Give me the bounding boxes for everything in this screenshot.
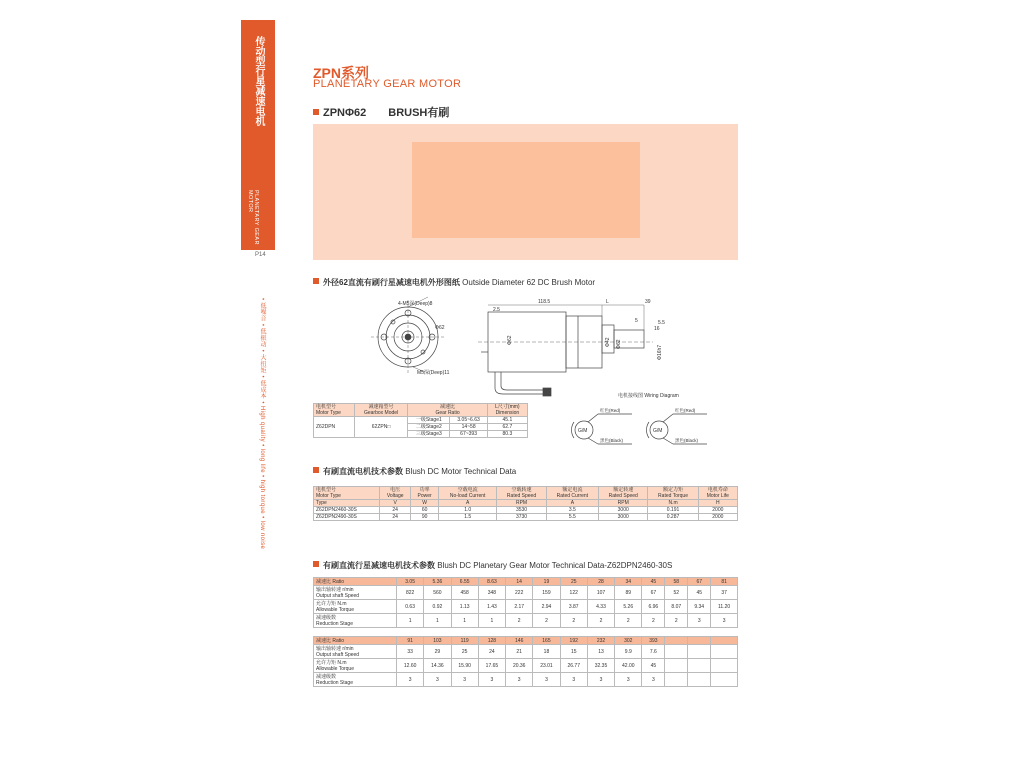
table-cell: 3.05~6.63 (450, 417, 487, 424)
row-label: 减速比 Ratio (314, 637, 397, 645)
dim-motor-cell: Z62DPN (314, 417, 355, 438)
table-cell: 45 (642, 659, 665, 673)
section-gear-cn: 有刷直流行星减速电机技术参数 (323, 561, 435, 570)
motor-col-rated-current: 额定电流 Rated Current (546, 487, 598, 500)
table-cell: 3 (587, 673, 614, 687)
section-motor-en: Blush DC Motor Technical Data (405, 467, 517, 476)
table-cell: 24 (380, 514, 411, 521)
section-gear-en: Blush DC Planetary Gear Motor Technical Data-Z62DPN2460-30S (437, 561, 673, 570)
unit-cell: V (380, 500, 411, 507)
dimension-table-header (314, 404, 528, 417)
table-row (314, 514, 738, 521)
table-cell: 3 (615, 673, 642, 687)
table-cell: 560 (424, 586, 451, 600)
table-row (314, 417, 528, 424)
label-L: L (606, 299, 609, 305)
label-16: 16 (654, 326, 660, 332)
table-cell: 45.1 (487, 417, 527, 424)
wiring-diagram-svg (562, 392, 738, 450)
spacer-cell (314, 628, 738, 637)
table-cell: 9.34 (688, 600, 711, 614)
table-cell: 60 (411, 507, 439, 514)
table-row (314, 586, 738, 600)
label-dia42: Φ42 (605, 337, 611, 347)
table-cell: 2 (615, 614, 642, 628)
table-cell (711, 659, 738, 673)
unit-cell: Type (314, 500, 380, 507)
label-dia62-c: Φ62 (616, 339, 622, 349)
table-cell: 三级Stage3 (408, 431, 450, 438)
table-row (314, 600, 738, 614)
table-cell: 80.3 (487, 431, 527, 438)
table-cell: 17.65 (478, 659, 505, 673)
label-dia16: Φ16h7 (657, 344, 663, 360)
motor-col-life: 电机寿命 Motor Life (698, 487, 737, 500)
table-cell: 3 (642, 673, 665, 687)
row-label: 减速级数 Reduction Stage (314, 673, 397, 687)
section-dimension-title (313, 277, 595, 288)
table-spacer (314, 628, 738, 637)
table-cell: 302 (615, 637, 642, 645)
section-dimension-en: Outside Diameter 62 DC Brush Motor (462, 278, 596, 287)
wiring-diagram (562, 392, 738, 450)
table-cell: 67~393 (450, 431, 487, 438)
table-cell: 32.35 (587, 659, 614, 673)
motor-col-noload-speed: 空载转速 Rated Speed (497, 487, 546, 500)
table-cell: 1.13 (451, 600, 478, 614)
unit-cell: RPM (599, 500, 648, 507)
table-cell: 14~58 (450, 424, 487, 431)
table-cell: 91 (397, 637, 424, 645)
table-cell: 1 (478, 614, 505, 628)
unit-cell: N.m (648, 500, 698, 507)
table-cell: 2.17 (506, 600, 533, 614)
table-cell (665, 673, 688, 687)
dimension-drawing (313, 292, 738, 402)
gear-data-table (313, 577, 738, 687)
row-label: 输出轴转速 r/min Output shaft Speed (314, 586, 397, 600)
label-hole-bottom: M5深(Deep)11 (417, 370, 450, 376)
table-cell: 3730 (497, 514, 546, 521)
motor-table-units (314, 500, 738, 507)
table-cell: 232 (587, 637, 614, 645)
table-cell: 58 (665, 578, 688, 586)
table-cell: 29 (424, 645, 451, 659)
table-cell: 23.01 (533, 659, 560, 673)
table-cell: 119 (451, 637, 478, 645)
motor-col-power: 功率 Power (411, 487, 439, 500)
wire-red-1: 红色(Red) (600, 408, 621, 413)
table-cell: 14.36 (424, 659, 451, 673)
model-brush: BRUSH有刷 (388, 107, 450, 119)
dim-col-motor: 电机型号 Motor Type (314, 404, 355, 417)
table-cell: 25 (451, 645, 478, 659)
table-cell: 13 (587, 645, 614, 659)
table-cell: 33 (397, 645, 424, 659)
table-cell: 12.60 (397, 659, 424, 673)
table-cell: 7.6 (642, 645, 665, 659)
motor-col-type: 电机型号 Motor Type (314, 487, 380, 500)
table-cell: 0.92 (424, 600, 451, 614)
table-cell: 3 (533, 673, 560, 687)
table-cell: 8.07 (665, 600, 688, 614)
table-cell: 3 (478, 673, 505, 687)
side-title-en: PLANETARY GEAR MOTOR (247, 190, 259, 245)
row-label: 允许力矩 N.m Allowable Torque (314, 659, 397, 673)
table-row (314, 673, 738, 687)
table-cell: 458 (451, 586, 478, 600)
table-cell: 52 (665, 586, 688, 600)
table-cell (711, 645, 738, 659)
label-5-5: 5.5 (658, 320, 665, 326)
series-title-cn: ZPN系列 (313, 65, 369, 81)
table-cell: 103 (424, 637, 451, 645)
side-view (478, 305, 653, 396)
label-2-5: 2.5 (493, 307, 500, 313)
table-cell: 62.7 (487, 424, 527, 431)
dim-col-dimension: L尺寸(mm) Dimension (487, 404, 527, 417)
product-image-inner (412, 142, 640, 238)
dim-col-ratio: 减速比 Gear Ratio (408, 404, 487, 417)
motor-symbol-1: G/M (578, 428, 588, 434)
side-title-cn: 传动型行星减速电机 (253, 36, 264, 126)
motor-col-voltage: 电压 Voltage (380, 487, 411, 500)
table-cell: 2 (587, 614, 614, 628)
table-cell: 一级Stage1 (408, 417, 450, 424)
table-cell (688, 637, 711, 645)
table-cell: 2 (642, 614, 665, 628)
label-5: 5 (635, 318, 638, 324)
table-cell: 107 (587, 586, 614, 600)
section-motor-cn: 有刷直流电机技术参数 (323, 467, 403, 476)
table-cell: 5.5 (546, 514, 598, 521)
side-features: • 低噪音 • 低振动 • 大扭矩 • 低成本 • High quality • long life • high torque • low noise (259, 298, 265, 550)
table-cell: 3.87 (560, 600, 587, 614)
table-cell: 37 (711, 586, 738, 600)
front-view (371, 297, 445, 374)
table-cell: 26.77 (560, 659, 587, 673)
bullet-square-icon (313, 278, 319, 284)
table-cell: 1.5 (438, 514, 496, 521)
table-cell: 3 (451, 673, 478, 687)
table-cell: 0.191 (648, 507, 698, 514)
table-cell: 2000 (698, 514, 737, 521)
gear-table-body (314, 578, 738, 687)
table-row (314, 645, 738, 659)
table-cell: 67 (642, 586, 665, 600)
table-cell: 3 (506, 673, 533, 687)
dimension-drawing-svg (313, 292, 738, 402)
table-cell: 128 (478, 637, 505, 645)
table-cell: 24 (380, 507, 411, 514)
table-cell: 3 (688, 614, 711, 628)
dim-gearbox-cell: 62ZPN□ (354, 417, 407, 438)
model-heading (313, 104, 449, 120)
product-image-placeholder (313, 124, 738, 260)
table-cell: 2 (533, 614, 560, 628)
table-cell: 2 (665, 614, 688, 628)
row-label: 减速比 Ratio (314, 578, 397, 586)
bullet-square-icon (313, 561, 319, 567)
label-dia62: Φ62 (435, 325, 445, 331)
bullet-square-icon (313, 109, 319, 115)
table-cell: 1 (451, 614, 478, 628)
table-cell: 3000 (599, 507, 648, 514)
table-cell: 3530 (497, 507, 546, 514)
model-name: ZPNΦ62 (323, 107, 367, 119)
table-cell: 2 (560, 614, 587, 628)
table-cell: 192 (560, 637, 587, 645)
table-cell: 146 (506, 637, 533, 645)
table-cell: 222 (506, 586, 533, 600)
unit-cell: H (698, 500, 737, 507)
table-cell: 4.33 (587, 600, 614, 614)
row-label: 允许力矩 N.m Allowable Torque (314, 600, 397, 614)
row-label: 输出轴转速 r/min Output shaft Speed (314, 645, 397, 659)
table-cell: 3000 (599, 514, 648, 521)
table-cell (711, 673, 738, 687)
table-cell: 11.20 (711, 600, 738, 614)
table-cell: 90 (411, 514, 439, 521)
wire-black-1: 黑色(Black) (600, 438, 624, 443)
table-cell: 15.90 (451, 659, 478, 673)
motor-col-rated-torque: 额定力矩 Rated Torque (648, 487, 698, 500)
table-cell: 8.63 (478, 578, 505, 586)
table-cell: 3.05 (397, 578, 424, 586)
table-cell: 6.96 (642, 600, 665, 614)
motor-data-table (313, 486, 738, 521)
label-hole-top: 4-M5深(Deep)8 (398, 301, 433, 307)
table-cell (688, 659, 711, 673)
table-cell (711, 637, 738, 645)
table-cell: 3 (397, 673, 424, 687)
label-length: 118.5 (538, 299, 551, 305)
table-cell: Z62DPN2490-30S (314, 514, 380, 521)
table-cell: 3 (424, 673, 451, 687)
table-cell: 393 (642, 637, 665, 645)
table-cell: 67 (688, 578, 711, 586)
table-cell: 28 (587, 578, 614, 586)
table-cell: 822 (397, 586, 424, 600)
table-cell: 2000 (698, 507, 737, 514)
table-cell: 165 (533, 637, 560, 645)
page-number: P14 (255, 252, 266, 258)
motor-table-header (314, 487, 738, 500)
table-cell: 19 (533, 578, 560, 586)
table-cell: 122 (560, 586, 587, 600)
table-cell: 81 (711, 578, 738, 586)
table-cell: 0.287 (648, 514, 698, 521)
table-cell: 1.0 (438, 507, 496, 514)
unit-cell: RPM (497, 500, 546, 507)
table-cell: 3 (711, 614, 738, 628)
table-cell: 0.63 (397, 600, 424, 614)
table-cell: 1.43 (478, 600, 505, 614)
table-cell: 18 (533, 645, 560, 659)
table-cell: 45 (688, 586, 711, 600)
table-cell: 1 (424, 614, 451, 628)
table-cell: 25 (560, 578, 587, 586)
table-cell: 15 (560, 645, 587, 659)
series-title-en: PLANETARY GEAR MOTOR (313, 78, 462, 90)
row-label: 减速级数 Reduction Stage (314, 614, 397, 628)
wire-red-2: 红色(Red) (675, 408, 696, 413)
table-cell: 20.36 (506, 659, 533, 673)
table-cell: 24 (478, 645, 505, 659)
table-cell: Z62DPN2460-30S (314, 507, 380, 514)
section-gear-title (313, 560, 672, 571)
label-39: 39 (645, 299, 651, 305)
table-cell: 159 (533, 586, 560, 600)
table-row (314, 614, 738, 628)
wire-black-2: 黑色(Black) (675, 438, 699, 443)
table-cell (665, 637, 688, 645)
dimension-table (313, 403, 528, 438)
table-cell: 二级Stage2 (408, 424, 450, 431)
table-cell (688, 673, 711, 687)
table-cell: 89 (615, 586, 642, 600)
unit-cell: A (438, 500, 496, 507)
table-cell: 348 (478, 586, 505, 600)
table-cell: 2 (506, 614, 533, 628)
table-cell: 34 (615, 578, 642, 586)
table-cell (688, 645, 711, 659)
table-cell: 3 (560, 673, 587, 687)
table-cell (665, 659, 688, 673)
motor-col-rated-speed: 额定转速 Rated Speed (599, 487, 648, 500)
table-cell: 14 (506, 578, 533, 586)
label-dia62-side: Φ62 (507, 335, 513, 345)
bullet-square-icon (313, 467, 319, 473)
table-cell: 21 (506, 645, 533, 659)
table-cell: 45 (642, 578, 665, 586)
table-cell: 9.9 (615, 645, 642, 659)
table-row (314, 507, 738, 514)
table-cell: 6.55 (451, 578, 478, 586)
wiring-title: 电机接线图 Wiring Diagram (618, 393, 679, 399)
table-cell: 3.5 (546, 507, 598, 514)
side-band (241, 20, 275, 250)
table-row (314, 637, 738, 645)
unit-cell: W (411, 500, 439, 507)
unit-cell: A (546, 500, 598, 507)
motor-symbol-2: G/M (653, 428, 663, 434)
section-motor-title (313, 466, 516, 477)
section-dimension-cn: 外径62直流有刷行星减速电机外形图纸 (323, 278, 460, 287)
table-cell (665, 645, 688, 659)
table-row (314, 578, 738, 586)
table-cell: 2.94 (533, 600, 560, 614)
table-cell: 5.36 (424, 578, 451, 586)
table-cell: 1 (397, 614, 424, 628)
motor-col-noload-current: 空载电流 No-load Current (438, 487, 496, 500)
dim-col-gearbox: 减速箱型号 Gearbox Model (354, 404, 407, 417)
table-cell: 42.00 (615, 659, 642, 673)
table-cell: 5.26 (615, 600, 642, 614)
table-row (314, 659, 738, 673)
